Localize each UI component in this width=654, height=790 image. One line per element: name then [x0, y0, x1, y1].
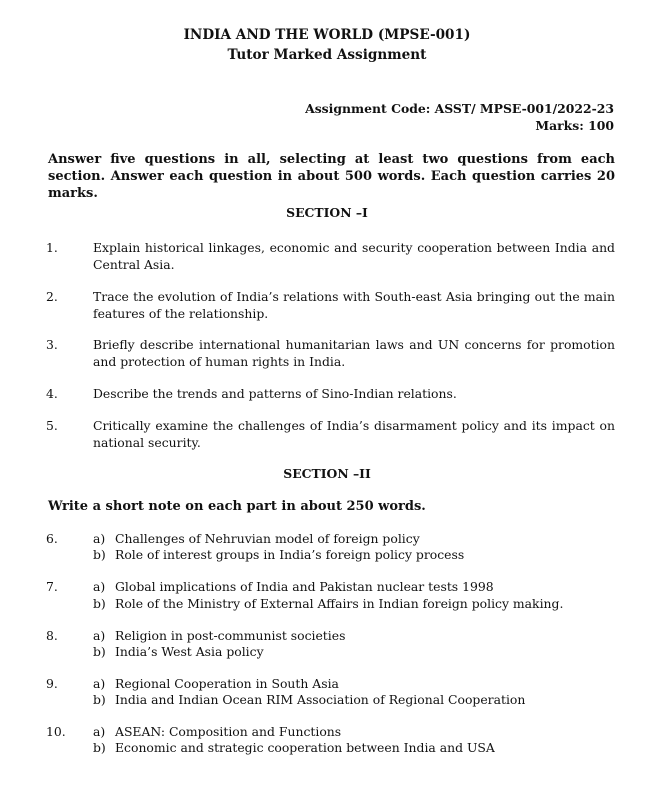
question-number: 1. [46, 240, 58, 255]
part-a-text: Regional Cooperation in South Asia [115, 676, 339, 691]
question-number: 9. [46, 676, 58, 691]
question-number: 6. [46, 531, 58, 546]
instructions: Answer five questions in all, selecting at least two questions from each section. Answer each question in about 500 words. Each question carries 20 marks. [48, 152, 615, 201]
part-a-label: a) [93, 676, 106, 691]
part-a [93, 676, 615, 693]
part-a-label: a) [93, 628, 106, 643]
part-b-label: b) [93, 644, 106, 659]
part-b-text: India and Indian Ocean RIM Association of Regional Cooperation [115, 692, 526, 707]
part-b-text: Role of interest groups in India’s foreign policy process [115, 547, 465, 562]
section-2-instruction: Write a short note on each part in about 250 words. [48, 499, 426, 514]
assignment-code: Assignment Code: ASST/ MPSE-001/2022-23 [305, 101, 614, 116]
question-number: 5. [46, 418, 58, 433]
part-a [93, 531, 615, 548]
part-a-text: Religion in post-communist societies [115, 628, 346, 643]
document-title: INDIA AND THE WORLD (MPSE-001) [183, 27, 471, 43]
question-number: 8. [46, 628, 58, 643]
question-text: Trace the evolution of India’s relations with South-east Asia bringing out the main features of the relationship. [93, 289, 615, 321]
question-text: Explain historical linkages, economic and security cooperation between India and Central Asia. [93, 240, 615, 272]
part-b [93, 596, 615, 613]
part-b [93, 740, 615, 757]
marks: Marks: 100 [535, 118, 614, 133]
question-number: 10. [46, 724, 66, 739]
part-b-text: Economic and strategic cooperation between India and USA [115, 740, 495, 755]
section-1-heading: SECTION –I [286, 205, 368, 220]
part-b-label: b) [93, 596, 106, 611]
part-b-label: b) [93, 547, 106, 562]
part-b [93, 644, 615, 661]
document-subtitle: Tutor Marked Assignment [227, 47, 427, 63]
part-b [93, 547, 615, 564]
part-b-text: Role of the Ministry of External Affairs in Indian foreign policy making. [115, 596, 564, 611]
part-b-label: b) [93, 692, 106, 707]
part-a-text: Global implications of India and Pakistan nuclear tests 1998 [115, 579, 494, 594]
question-text: Critically examine the challenges of India’s disarmament policy and its impact on national security. [93, 418, 615, 450]
question-text: Briefly describe international humanitarian laws and UN concerns for promotion and protection of human rights in India. [93, 337, 615, 369]
part-a-text: ASEAN: Composition and Functions [115, 724, 342, 739]
part-a [93, 628, 615, 645]
question-number: 2. [46, 289, 58, 304]
part-a [93, 579, 615, 596]
part-b-label: b) [93, 740, 106, 755]
part-b [93, 692, 615, 709]
part-b-text: India’s West Asia policy [115, 644, 264, 659]
part-a [93, 724, 615, 741]
part-a-label: a) [93, 579, 106, 594]
question-number: 7. [46, 579, 58, 594]
part-a-label: a) [93, 724, 106, 739]
section-2-heading: SECTION –II [283, 466, 371, 481]
question-text: Describe the trends and patterns of Sino-Indian relations. [93, 386, 457, 401]
part-a-text: Challenges of Nehruvian model of foreign policy [115, 531, 420, 546]
part-a-label: a) [93, 531, 106, 546]
question-number: 4. [46, 386, 58, 401]
question-number: 3. [46, 337, 58, 352]
